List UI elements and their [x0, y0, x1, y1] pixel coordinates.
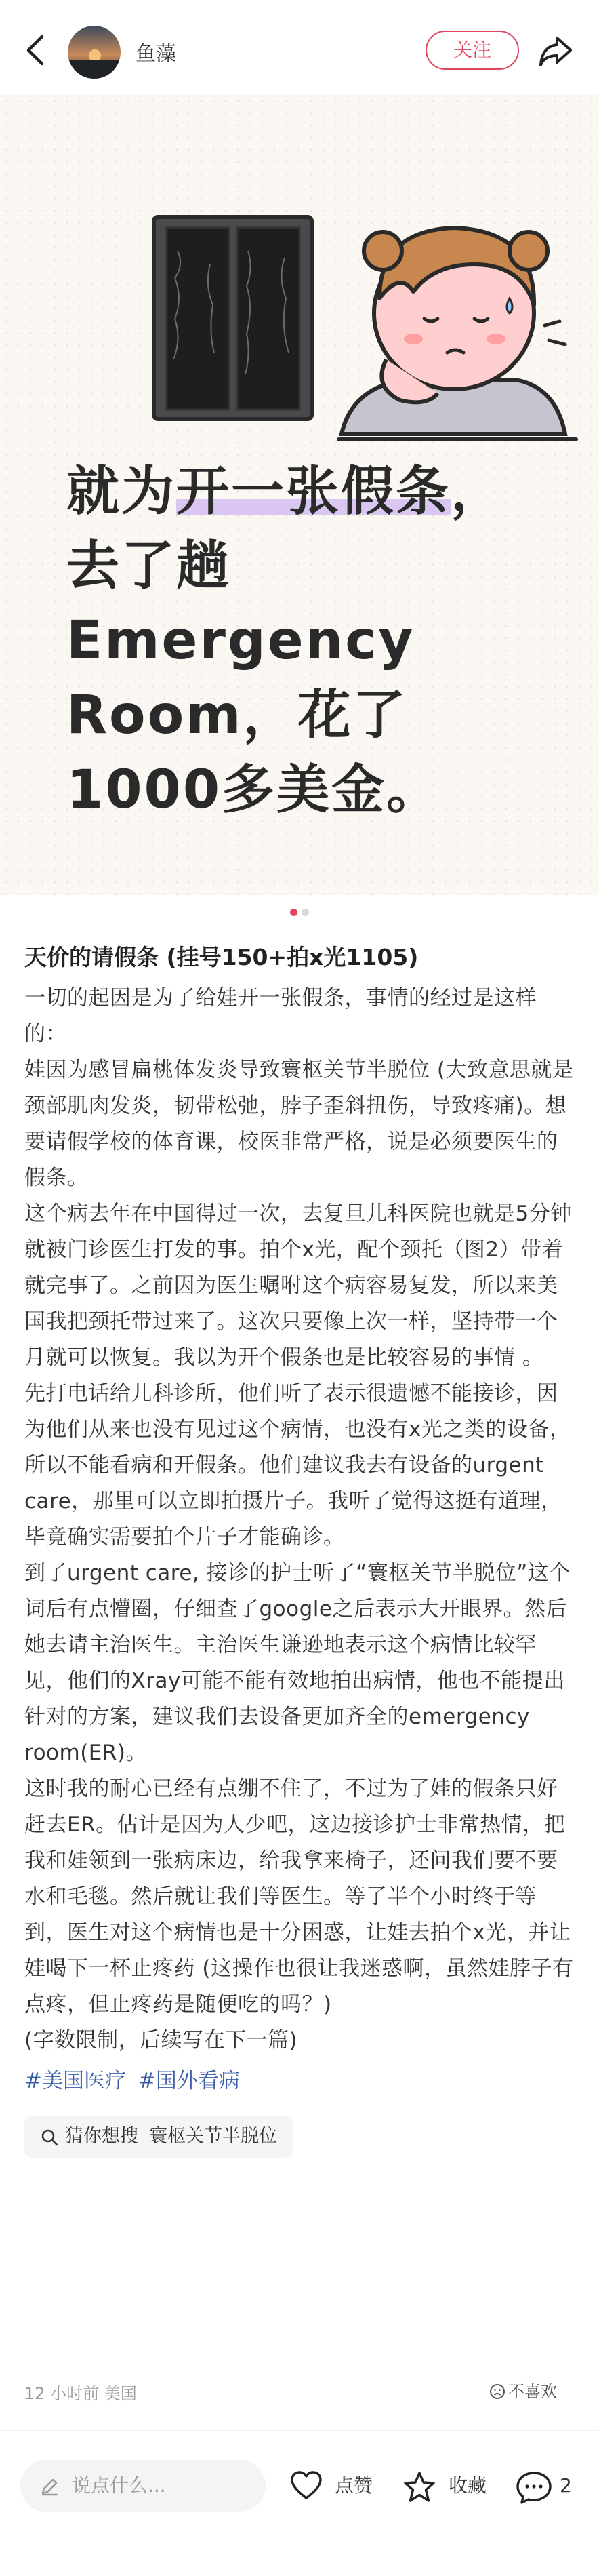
carousel-dot[interactable] — [290, 909, 297, 916]
post-paragraph: 这个病去年在中国得过一次，去复旦儿科医院也就是5分钟就被门诊医生打发的事。拍个x光，配个颈托（图2）带着就完事了。之前因为医生嘱咐这个病容易复发，所以来美国我把颈托带过来了。这次只要像上次一样，坚持带一个月就可以恢复。我以为开个假条也是比较容易的事情 。 — [24, 1202, 572, 1370]
headline-line-1 — [66, 454, 541, 529]
divider — [0, 2430, 599, 2431]
collect-label: 收藏 — [449, 2474, 487, 2497]
dislike-button[interactable] — [489, 2378, 557, 2402]
tag-link[interactable]: #国外看病 — [138, 2069, 240, 2093]
post-title: 天价的请假条 (挂号150+拍x光1105) — [24, 944, 419, 970]
bottom-action-bar — [0, 2441, 599, 2576]
pencil-icon — [39, 2476, 60, 2497]
search-icon — [41, 2128, 58, 2146]
comment-bubble-icon — [515, 2471, 553, 2505]
chevron-left-icon — [20, 30, 54, 71]
post-content — [24, 930, 575, 2158]
post-paragraph: 一切的起因是为了给娃开一张假条，事情的经过是这样的： — [24, 986, 537, 1046]
collect-button[interactable] — [402, 2460, 491, 2512]
comment-placeholder: 说点什么... — [72, 2474, 166, 2497]
search-suggestion-label: 猜你想搜 — [65, 2126, 138, 2147]
avatar[interactable] — [68, 26, 121, 79]
headline-line-1-text: 就为开一张假条， — [66, 461, 506, 522]
star-icon — [402, 2471, 436, 2503]
follow-button[interactable]: 关注 — [426, 31, 519, 70]
back-button[interactable] — [20, 30, 54, 71]
headline-line-4: Room，花了 — [66, 685, 408, 746]
post-body — [24, 980, 575, 2059]
post-paragraph: (字数限制，后续写在下一篇) — [24, 2028, 298, 2053]
search-suggestion[interactable] — [24, 2116, 293, 2158]
post-paragraph: 到了urgent care, 接诊的护士听了“寰枢关节半脱位”这个词后有点懵圈，仔细查了google之后表示大开眼界。然后她去请主治医生。主治医生谦逊地表示这个病情比较罕见，他们的Xray可能不能有效地拍出病情，他也不能提出针对的方案，建议我们去设备更加齐全的emergency room(ER)。 — [24, 1561, 571, 1765]
comment-button[interactable] — [515, 2460, 583, 2512]
headline-line-5: 1000多美金。 — [66, 759, 442, 820]
top-bar — [0, 0, 599, 95]
like-label: 点赞 — [335, 2474, 373, 2497]
heart-icon — [290, 2471, 323, 2501]
carousel-indicator — [0, 906, 599, 919]
share-arrow-icon — [537, 33, 575, 69]
tag-list — [24, 2061, 575, 2101]
post-meta: 12 小时前 美国 — [24, 2384, 137, 2403]
headline-line-3: Emergency — [66, 610, 415, 671]
sad-face-icon — [489, 2383, 505, 2400]
carousel-dot[interactable] — [302, 909, 309, 916]
headline-highlight: 开一张假条 — [176, 461, 451, 522]
like-button[interactable] — [290, 2460, 378, 2512]
sick-girl-illustration — [0, 95, 599, 448]
post-paragraph: 先打电话给儿科诊所，他们听了表示很遗憾不能接诊，因为他们从来也没有见过这个病情，也没有x光之类的设备，所以不能看病和开假条。他们建议我去有设备的urgent care，那里可以立即拍摄片子。我听了觉得这挺有道理，毕竟确实需要拍个片子才能确诊。 — [24, 1381, 571, 1549]
comment-input[interactable] — [20, 2460, 266, 2512]
tag-link[interactable]: #美国医疗 — [24, 2069, 126, 2093]
headline-line-2: 去了趟 — [66, 536, 232, 597]
dislike-label: 不喜欢 — [508, 2382, 557, 2401]
post-paragraph: 这时我的耐心已经有点绷不住了，不过为了娃的假条只好赶去ER。估计是因为人少吧，这边接诊护士非常热情，把我和娃领到一张病床边，给我拿来椅子，还问我们要不要水和毛毯。然后就让我们等医生。等了半个小时终于等到，医生对这个病情也是十分困惑，让娃去拍个x光，并让娃喝下一杯止疼药 (这操作也很让我迷惑啊，虽然娃脖子有点疼，但止疼药是随便吃的吗？) — [24, 1777, 574, 2017]
comment-count: 2 — [560, 2474, 572, 2497]
share-button[interactable] — [537, 33, 575, 69]
username[interactable]: 鱼藻 — [136, 42, 176, 66]
cover-headline — [66, 454, 541, 827]
cover-image[interactable] — [0, 95, 599, 895]
post-paragraph: 娃因为感冒扁桃体发炎导致寰枢关节半脱位 (大致意思就是颈部肌肉发炎，韧带松弛，脖子歪斜扭伤，导致疼痛)。想要请假学校的体育课，校医非常严格，说是必须要医生的假条。 — [24, 1058, 574, 1190]
search-suggestion-keyword: 寰枢关节半脱位 — [149, 2126, 277, 2147]
